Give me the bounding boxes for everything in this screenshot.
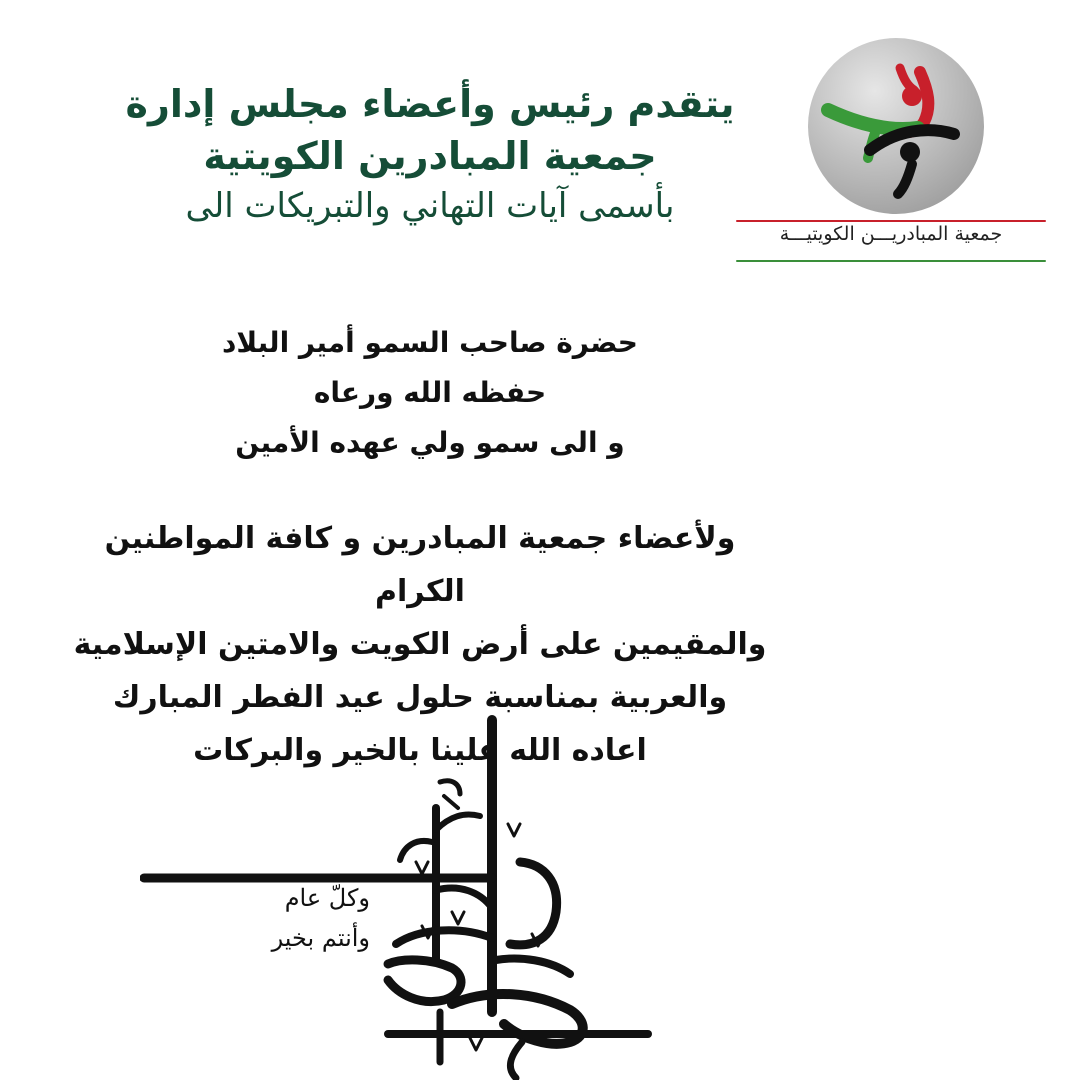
calligraphy-title: [520, 712, 521, 713]
body-line-2: والمقيمين على أرض الكويت والامتين الإسلامية: [73, 627, 767, 662]
calligraphy-art: [140, 712, 660, 1080]
wish-line-2: وأنتم بخير: [271, 924, 370, 952]
body-line-3: والعربية بمناسبة حلول عيد الفطر المبارك: [112, 680, 728, 715]
greeting-header: [90, 78, 770, 230]
addressee-line-3: و الى سمو ولي عهده الأمين: [235, 426, 625, 459]
eid-mubarak-calligraphy: [140, 712, 660, 1080]
header-line-2: جمعية المبادرين الكويتية: [203, 134, 657, 178]
logo-name: جمعية المبادريـــن الكويتيـــة: [779, 223, 1003, 245]
wish-line-1: وكلّ عام: [284, 884, 370, 912]
logo-figures-icon: [808, 38, 984, 214]
header-line-3: بأسمى آيات التهاني والتبريكات الى: [185, 186, 675, 226]
association-logo: [728, 38, 1054, 268]
logo-emblem: [808, 38, 984, 214]
addressee-block: [150, 318, 710, 468]
body-line-4: اعاده الله علينا بالخير والبركات: [193, 733, 647, 768]
logo-green-line: [736, 260, 1046, 262]
addressee-line-2: حفظه الله ورعاه: [313, 376, 547, 409]
body-line-1: ولأعضاء جمعية المبادرين و كافة المواطنين الكرام: [104, 521, 736, 609]
addressee-line-1: حضرة صاحب السمو أمير البلاد: [222, 326, 638, 359]
header-line-1: يتقدم رئيس وأعضاء مجلس إدارة: [125, 82, 735, 126]
